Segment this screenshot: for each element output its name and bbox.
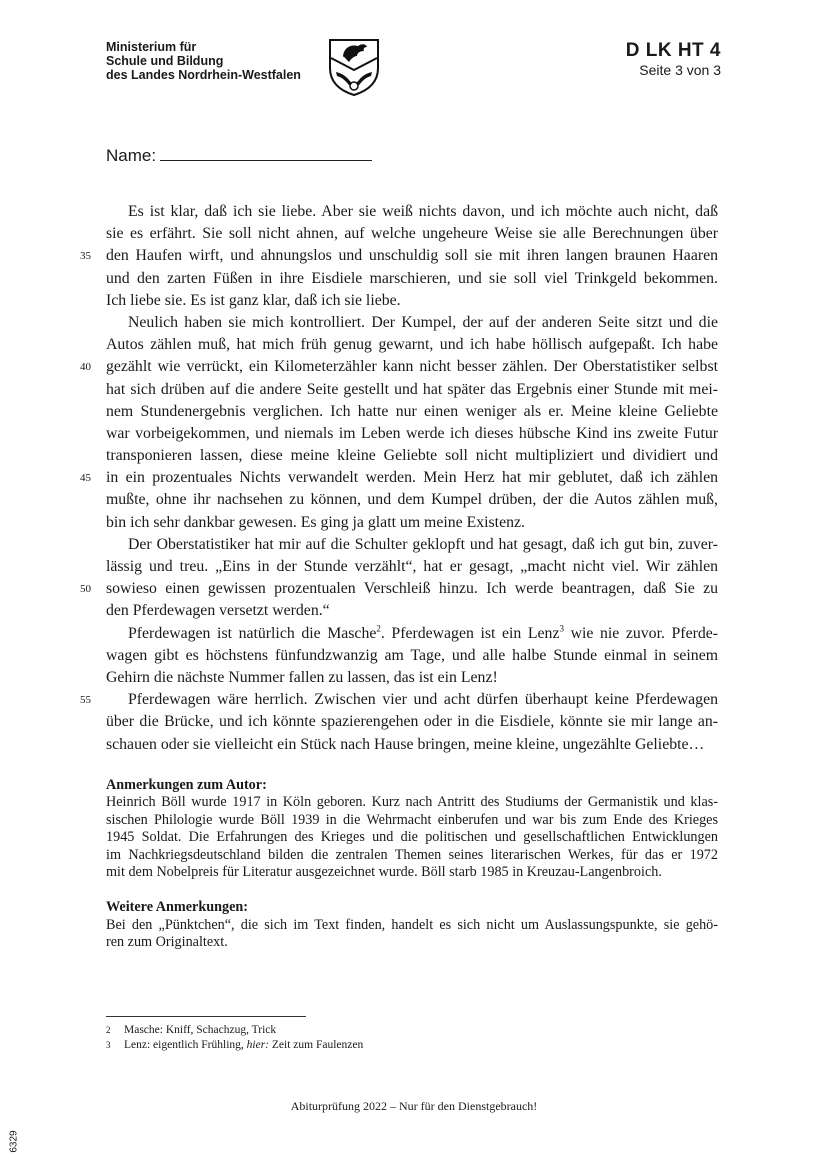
footnote-number: 3 xyxy=(106,1040,111,1050)
footnote-text: Lenz: eigentlich Frühling, xyxy=(124,1039,247,1051)
line-text: bin ich sehr dankbar gewesen. Es ging ja glatt um meine Existenz. xyxy=(106,513,525,531)
line-text: sowieso einen gewissen prozentualen Verschleiß hinzu. Ich werde beantragen, daß Sie zu xyxy=(106,580,718,598)
line-text: schauen oder sie vielleicht ein Stück nach Hause bringen, meine kleine, ungezählte Geliebte… xyxy=(106,735,705,753)
text-line xyxy=(80,578,718,600)
text-line xyxy=(106,445,718,467)
footnote-ref: 3 xyxy=(559,623,564,634)
line-text: und den zarten Füßen in ihre Eisdiele marschieren, und sie soll viel Trinkgeld bekommen. xyxy=(106,269,718,287)
footnote-text: Masche: Kniff, Schachzug, Trick xyxy=(124,1024,277,1036)
text-line xyxy=(80,356,718,378)
page-number: Seite 3 von 3 xyxy=(639,62,721,78)
note-line: mit dem Nobelpreis für Literatur ausgezeichnet wurde. Böll starb 1985 in Kreuzau-Langenbroich. xyxy=(106,864,662,881)
text-line xyxy=(106,423,718,445)
text-line xyxy=(80,467,718,489)
text-line xyxy=(106,201,718,223)
ministry-line: des Landes Nordrhein-Westfalen xyxy=(106,68,301,82)
footnote-text-italic: hier: xyxy=(246,1039,269,1051)
name-blank-line xyxy=(160,144,372,161)
text-line xyxy=(106,534,718,556)
page-footer: Abiturprüfung 2022 – Nur für den Dienstgebrauch! xyxy=(290,1099,538,1113)
line-text: . Pferdewagen ist ein Lenz xyxy=(380,624,560,642)
text-line xyxy=(106,290,718,312)
author-notes-heading: Anmerkungen zum Autor: xyxy=(106,777,267,793)
text-line xyxy=(80,245,718,267)
note-line: im Nachkriegsdeutschland bilden die zentralen Themen seines literarischen Werkes, für das er 1972 xyxy=(106,846,718,863)
name-label: Name: xyxy=(106,146,157,165)
line-text: den Pferdewagen versetzt werden.“ xyxy=(106,602,330,620)
text-line xyxy=(106,401,718,423)
text-line xyxy=(106,645,718,667)
line-text: Pferdewagen wäre herrlich. Zwischen vier und acht dürfen überhaupt keine Pferdewagen xyxy=(128,691,718,709)
side-code: 6329 xyxy=(8,1130,20,1153)
line-text: Der Oberstatistiker hat mir auf die Schulter geklopft und hat gesagt, daß ich gut bin, zuver- xyxy=(128,535,718,553)
footnote-number: 2 xyxy=(106,1025,111,1035)
line-number: 55 xyxy=(80,694,91,707)
notes-section xyxy=(106,777,718,952)
line-text: Ich liebe sie. Es ist ganz klar, daß ich sie liebe. xyxy=(106,291,401,309)
text-line xyxy=(106,556,718,578)
text-line xyxy=(106,379,718,401)
line-text: mußte, ohne ihr nachsehen zu können, und dem Kumpel drüben, der die Autos zählen muß, xyxy=(106,491,718,509)
line-text: war vorbeigekommen, und niemals im Leben werde ich dieses hübsche Kind ins zweite Futur xyxy=(106,424,718,442)
line-text: lässig und treu. „Eins in der Stunde verzählt“, hat er gesagt, „macht nicht viel. Wir zählen xyxy=(106,558,718,575)
text-line xyxy=(106,711,718,733)
line-text: den Haufen wirft, und ahnungslos und unschuldig soll sie mit ihren langen braunen Haaren xyxy=(106,247,718,265)
note-line: Bei den „Pünktchen“, die sich im Text finden, handelt es sich nicht um Auslassungspunkte, sie gehö- xyxy=(106,916,718,933)
footnote-text: Zeit zum Faulenzen xyxy=(269,1039,364,1051)
line-text: Autos zählen muß, hat mich früh genug gewarnt, und ich habe höllisch aufgepaßt. Ich habe xyxy=(106,336,718,354)
nrw-crest-icon xyxy=(327,38,381,96)
text-line xyxy=(106,623,718,645)
further-notes-heading: Weitere Anmerkungen: xyxy=(106,899,248,916)
ministry-name xyxy=(106,40,301,82)
text-line xyxy=(106,512,718,534)
text-line xyxy=(106,600,718,622)
line-text: wie nie zuvor. Pferde- xyxy=(563,624,719,642)
document-code xyxy=(626,40,721,79)
line-text: sie es erfährt. Sie soll nicht ahnen, auf welche ungeheure Weise sie alle Berechnungen über xyxy=(106,225,718,243)
text-line xyxy=(106,312,718,334)
line-text: Gehirn die nächste Nummer fallen zu lassen, das ist ein Lenz! xyxy=(106,668,498,686)
line-number: 50 xyxy=(80,583,91,596)
text-line xyxy=(106,334,718,356)
footnote xyxy=(106,1023,363,1038)
line-number: 40 xyxy=(80,361,91,374)
note-line: 1945 Soldat. Die Erfahrungen des Krieges und die politischen und gesellschaftlichen Entwicklungen xyxy=(106,829,718,846)
note-line: sischen Philologie wurde Böll 1939 in die Wehrmacht einberufen und war bis zum Ende des Krieges xyxy=(106,811,718,828)
line-number: 45 xyxy=(80,472,91,485)
line-text: Es ist klar, daß ich sie liebe. Aber sie weiß nichts davon, und ich möchte auch nicht, daß xyxy=(128,203,718,220)
line-text: gezählt wie verrückt, ein Kilometerzähler kann nicht besser zählen. Der Oberstatistiker selbst xyxy=(106,358,718,376)
ministry-line: Schule und Bildung xyxy=(106,54,224,68)
text-line xyxy=(106,223,718,245)
line-text: über die Brücke, und ich könnte spazierengehen oder in die Eisdiele, könnte sie mir lange an- xyxy=(106,713,718,731)
footnote xyxy=(106,1038,363,1053)
line-text: transponieren lassen, diese meine kleine Geliebte soll nicht multipliziert und dividiert und xyxy=(106,447,718,465)
line-number: 35 xyxy=(80,250,91,263)
ministry-line: Ministerium für xyxy=(106,40,197,54)
footnote-separator xyxy=(106,1016,306,1017)
text-line xyxy=(106,667,718,689)
note-line: ren zum Originaltext. xyxy=(106,934,228,951)
footnotes xyxy=(106,1023,363,1053)
text-line xyxy=(106,268,718,290)
line-text: in ein prozentuales Nichts verwandelt werden. Mein Herz hat mir geblutet, daß ich zählen xyxy=(106,469,718,487)
document-code-title: D LK HT 4 xyxy=(625,40,721,61)
line-text: Pferdewagen ist natürlich die Masche xyxy=(128,624,377,642)
name-field xyxy=(106,144,372,166)
text-line xyxy=(106,489,718,511)
text-line xyxy=(106,734,718,756)
text-line xyxy=(80,689,718,711)
line-text: Neulich haben sie mich kontrolliert. Der Kumpel, der auf der anderen Seite sitzt und die xyxy=(128,313,718,331)
note-line: Heinrich Böll wurde 1917 in Köln geboren. Kurz nach Antritt des Studiums der Germanistik und klas- xyxy=(106,794,718,811)
main-text xyxy=(80,201,719,756)
footnote-ref: 2 xyxy=(376,623,381,634)
line-text: nem Stundenergebnis verglichen. Ich hatte nur einen weniger als er. Meine kleine Geliebte xyxy=(106,402,718,420)
line-text: wagen gibt es höchstens fünfundzwanzig am Tage, und alle halbe Stunde einmal in seinem xyxy=(106,646,718,664)
line-text: hat sich drüben auf die andere Seite gestellt und hat später das Ergebnis einer Stunde mit mei- xyxy=(106,380,718,398)
